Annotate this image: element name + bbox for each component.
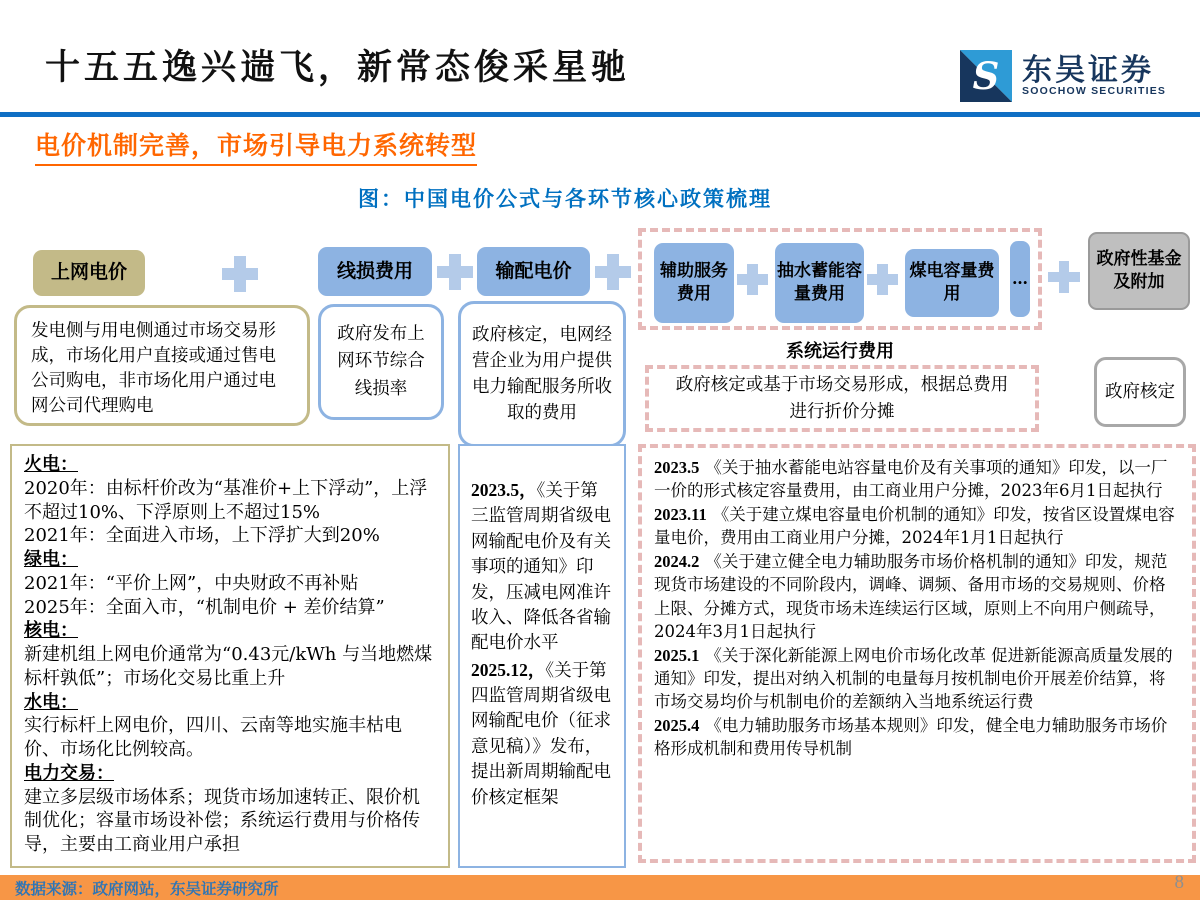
section-line: 2020年：由标杆价改为“基准价+上下浮动”，上浮不超过10%、下浮原则上不超过15% bbox=[24, 477, 428, 523]
policy-text: 《关于抽水蓄能电站容量电价及有关事项的通知》印发，以一厂一价的形式核定容量费用，由工商业用户分摊，2023年6月1日起执行 bbox=[654, 458, 1168, 501]
policy-entry bbox=[471, 658, 613, 811]
policy-text: 《关于建立健全电力辅助服务市场价格机制的通知》印发，规范现货市场建设的不同阶段内，调峰、调频、备用市场的交易规则、价格上限、分摊方式，现货市场未连续运行区域，原则上不向用户侧疏导，2024年3月1日起执行 bbox=[654, 552, 1168, 641]
transmission-policy-panel bbox=[458, 444, 626, 868]
system-cost-label: 系统运行费用 bbox=[786, 341, 894, 362]
policy-entry bbox=[654, 714, 1180, 760]
policy-entry bbox=[471, 478, 613, 657]
header-divider bbox=[0, 112, 1200, 117]
desc-transmission-price: 政府核定，电网经营企业为用户提供电力输配服务所收取的费用 bbox=[458, 301, 626, 447]
desc-system-cost: 政府核定或基于市场交易形成，根据总费用进行折价分摊 bbox=[645, 365, 1039, 432]
chip-ongrid-price: 上网电价 bbox=[33, 250, 145, 296]
policy-entry bbox=[654, 550, 1180, 642]
plus-icon bbox=[867, 264, 898, 295]
plus-icon bbox=[437, 254, 473, 290]
section-line: 2025年：全面入市，“机制电价 + 差价结算” bbox=[24, 596, 385, 618]
section-title: 核电： bbox=[24, 620, 78, 642]
policy-text: 《关于第三监管周期省级电网输配电价及有关事项的通知》印发，压减电网准许收入、降低各省输配电价水平 bbox=[471, 481, 611, 654]
policy-date: 2025.1 bbox=[654, 645, 700, 665]
policy-text: 《关于建立煤电容量电价机制的通知》印发，按省区设置煤电容量电价，费用由工商业用户分摊，2024年1月1日起执行 bbox=[654, 505, 1175, 548]
policy-date: 2025.4 bbox=[654, 716, 700, 736]
chip-pumped-storage: 抽水蓄能容量费用 bbox=[775, 243, 864, 323]
section-line: 建立多层级市场体系；现货市场加速转正、限价机制优化；容量市场设补偿；系统运行费用与价格传导，主要由工商业用户承担 bbox=[24, 786, 420, 855]
policy-date: 2024.2 bbox=[654, 552, 700, 572]
policy-text: 《电力辅助服务市场基本规则》印发，健全电力辅助服务市场价格形成机制和费用传导机制 bbox=[654, 716, 1168, 759]
desc-line-loss: 政府发布上网环节综合线损率 bbox=[318, 304, 444, 420]
chip-coal-capacity: 煤电容量费用 bbox=[905, 249, 999, 317]
policy-entry bbox=[654, 503, 1180, 549]
generation-pricing-panel bbox=[10, 444, 450, 868]
plus-icon bbox=[1048, 261, 1080, 293]
plus-icon bbox=[222, 256, 258, 292]
chip-line-loss: 线损费用 bbox=[318, 247, 432, 296]
page-number: 8 bbox=[1174, 872, 1184, 893]
section-power-trading bbox=[24, 762, 436, 857]
section-line: 实行标杆上网电价，四川、云南等地实施丰枯电价、市场化比例较高。 bbox=[24, 715, 402, 760]
section-nuclear bbox=[24, 619, 436, 690]
policy-date: 2023.11 bbox=[654, 505, 707, 525]
desc-gov-verify: 政府核定 bbox=[1094, 357, 1186, 427]
soochow-logo bbox=[960, 50, 1166, 102]
chip-more-items: … bbox=[1010, 241, 1030, 317]
section-line: 2021年：全面进入市场，上下浮扩大到20% bbox=[24, 525, 380, 547]
policy-entry bbox=[654, 456, 1180, 502]
section-line: 2021年：“平价上网”，中央财政不再补贴 bbox=[24, 572, 359, 594]
page-title: 十五五逸兴遄飞，新常态俊采星驰 bbox=[45, 47, 631, 88]
logo-name-en: SOOCHOW SECURITIES bbox=[1022, 85, 1167, 98]
plus-icon bbox=[737, 264, 768, 295]
section-heading: 电价机制完善，市场引导电力系统转型 bbox=[35, 126, 477, 166]
plus-icon bbox=[595, 254, 631, 290]
soochow-logo-icon bbox=[960, 50, 1012, 102]
section-line: 新建机组上网电价通常为“0.43元/kWh 与当地燃煤标杆孰低”；市场化交易比重上升 bbox=[24, 644, 433, 689]
system-cost-group-box bbox=[638, 228, 1042, 330]
policy-text: 《关于第四监管周期省级电网输配电价（征求意见稿）》发布，提出新周期输配电价核定框架 bbox=[471, 660, 611, 808]
section-title: 电力交易： bbox=[24, 762, 114, 784]
policy-date: 2025.12， bbox=[471, 659, 546, 680]
chip-gov-fund: 政府性基金及附加 bbox=[1088, 232, 1190, 310]
section-green bbox=[24, 548, 436, 619]
section-thermal bbox=[24, 453, 436, 548]
logo-name-cn: 东吴证券 bbox=[1022, 53, 1154, 87]
policy-text: 《关于深化新能源上网电价市场化改革 促进新能源高质量发展的通知》印发，提出对纳入机制的电量每月按机制电价开展差价结算，将市场交易均价与机制电价的差额纳入当地系统运行费 bbox=[654, 645, 1173, 711]
logo-monogram: S bbox=[972, 54, 1000, 98]
section-title: 绿电： bbox=[24, 549, 78, 570]
logo-text bbox=[1022, 55, 1166, 98]
section-title: 火电： bbox=[24, 454, 78, 475]
chip-transmission-price: 输配电价 bbox=[477, 247, 590, 296]
policy-date: 2023.5 bbox=[654, 458, 700, 477]
section-title: 水电： bbox=[24, 691, 78, 713]
system-cost-policy-panel bbox=[638, 444, 1196, 863]
chip-ancillary-service: 辅助服务费用 bbox=[654, 243, 734, 323]
policy-entry bbox=[654, 644, 1180, 713]
data-source-note: 数据来源：政府网站，东吴证券研究所 bbox=[15, 879, 279, 898]
section-hydro bbox=[24, 691, 436, 762]
policy-date: 2023.5， bbox=[471, 480, 537, 500]
figure-title: 图：中国电价公式与各环节核心政策梳理 bbox=[358, 186, 772, 211]
desc-ongrid-price: 发电侧与用电侧通过市场交易形成，市场化用户直接或通过售电公司购电，非市场化用户通过电网公司代理购电 bbox=[14, 305, 310, 426]
